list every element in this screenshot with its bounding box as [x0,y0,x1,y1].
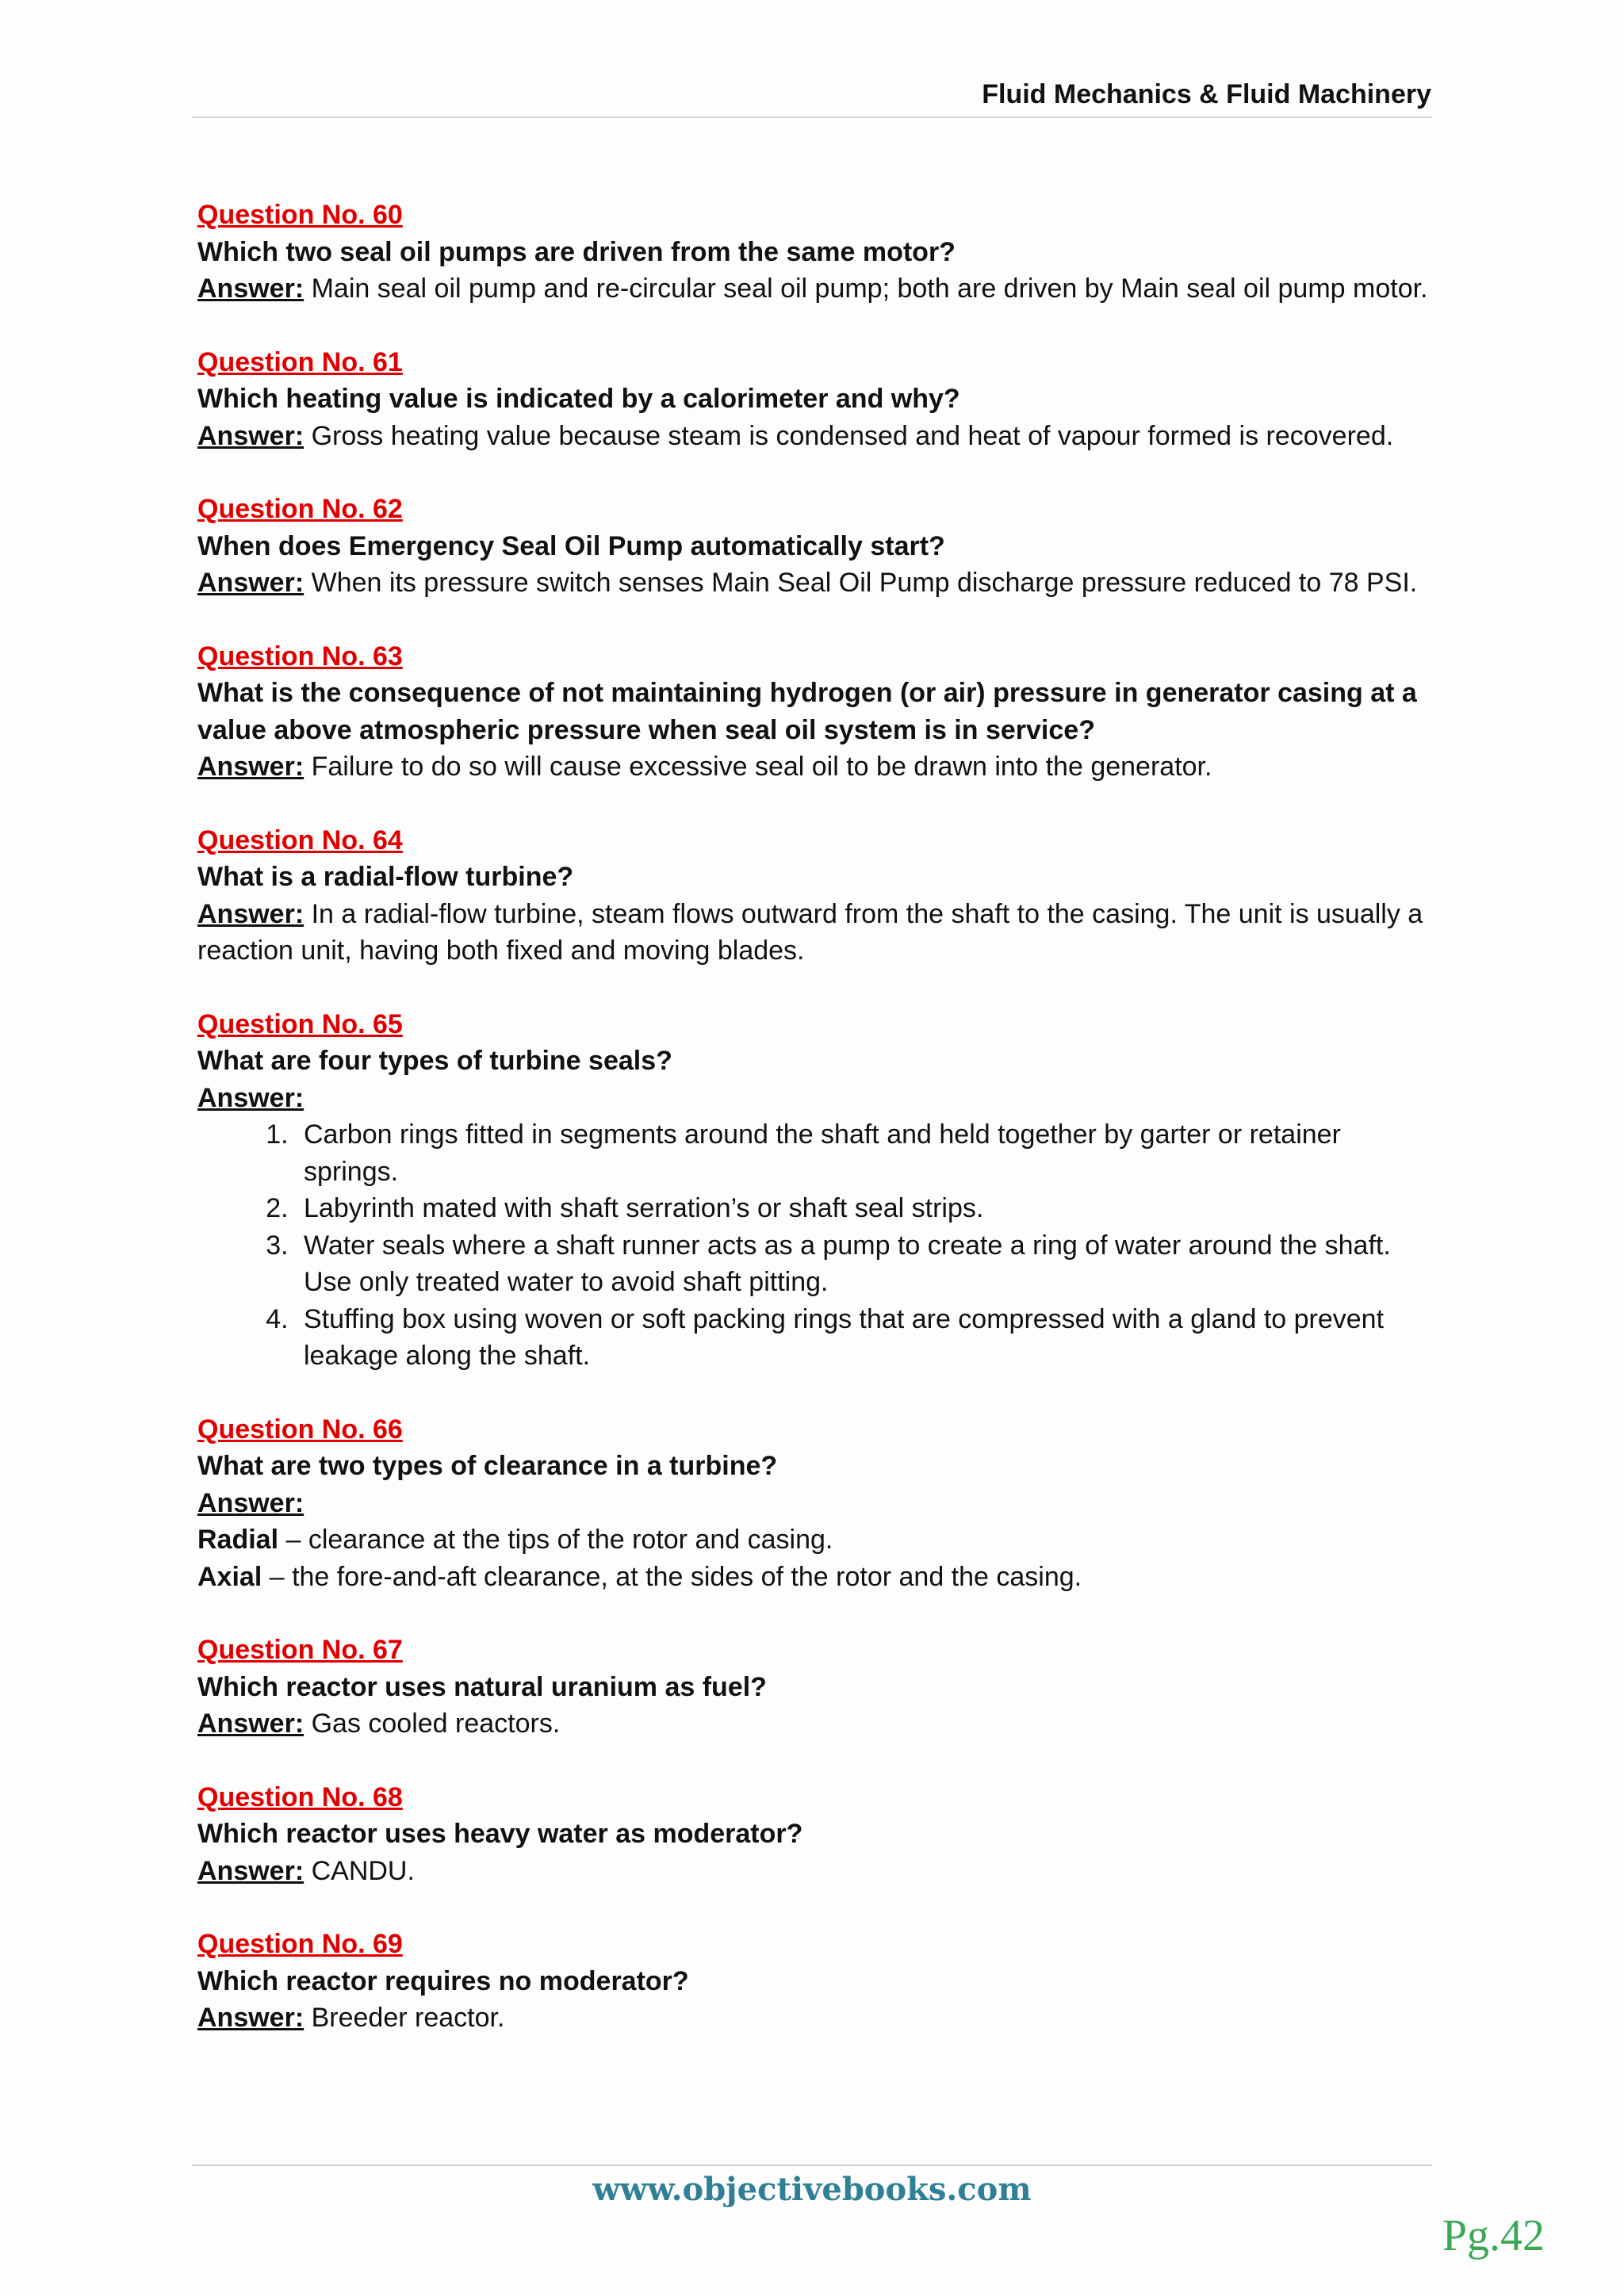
answer [197,1705,1434,1743]
answer-label: Answer: [197,420,304,451]
answer-label: Answer: [197,1082,304,1113]
answer [197,1080,1434,1117]
question-text: Which reactor uses natural uranium as fuel? [197,1671,767,1702]
question-number[interactable]: Question No. 64 [197,825,403,855]
answer [197,1485,1434,1522]
answer [197,748,1434,786]
footer-url-link[interactable]: www.objectivebooks.com [592,2171,1032,2208]
question-text: Which reactor requires no moderator? [197,1965,689,1996]
question-block [197,638,1434,786]
answer-text: When its pressure switch senses Main Seal Oil Pump discharge pressure reduced to 78 PSI. [311,568,1418,598]
answer-term-text: – clearance at the tips of the rotor and casing. [278,1525,833,1555]
answer-text: In a radial-flow turbine, steam flows outward from the shaft to the casing. The unit is usually a reaction unit, having both fixed and moving blades. [197,898,1423,966]
answer-label: Answer: [197,568,304,598]
answer [197,1853,1434,1890]
answer-label: Answer: [197,1487,304,1518]
footer-divider [192,2164,1432,2166]
answer-term: Axial [197,1561,262,1592]
answer-label: Answer: [197,274,304,304]
answer-text: CANDU. [311,1855,415,1886]
question-block [197,344,1434,455]
question-text: What is the consequence of not maintaining hydrogen (or air) pressure in generator casing at a value above atmospheric pressure when seal oil system is in service? [197,678,1417,745]
question-block [197,1779,1434,1890]
question-number[interactable]: Question No. 67 [197,1635,403,1665]
answer-term-line [197,1521,1434,1559]
answer [197,564,1434,602]
question-number[interactable]: Question No. 60 [197,200,403,230]
question-number[interactable]: Question No. 62 [197,494,403,524]
question-block [197,197,1434,308]
question-number[interactable]: Question No. 65 [197,1008,403,1039]
answer-label: Answer: [197,1855,304,1886]
list-item: 3. Water seals where a shaft runner acts as a pump to create a ring of water around the shaft. Use only treated water to avoid shaft pitting. [296,1227,1434,1301]
answer [197,418,1434,455]
question-text: Which reactor uses heavy water as moderator? [197,1819,803,1849]
answer-text: Gas cooled reactors. [311,1709,561,1739]
answer [197,270,1434,308]
question-text: When does Emergency Seal Oil Pump automatically start? [197,530,945,561]
header-divider [192,117,1432,118]
question-text: What are two types of clearance in a turbine? [197,1451,778,1481]
answer-text: Failure to do so will cause excessive seal oil to be drawn into the generator. [311,752,1212,782]
list-item: 2. Labyrinth mated with shaft serration’s or shaft seal strips. [296,1190,1434,1227]
answer-text: Main seal oil pump and re-circular seal oil pump; both are driven by Main seal oil pump motor. [311,274,1428,304]
header-title: Fluid Mechanics & Fluid Machinery [982,79,1431,109]
list-item: 1. Carbon rings fitted in segments around the shaft and held together by garter or retainer springs. [296,1116,1434,1190]
question-number[interactable]: Question No. 61 [197,346,403,377]
answer-list [197,1116,1434,1375]
question-block [197,1926,1434,2037]
question-block [197,1411,1434,1596]
answer-term-text: – the fore-and-aft clearance, at the sides of the rotor and the casing. [262,1561,1082,1592]
question-text: What is a radial-flow turbine? [197,862,574,892]
question-number[interactable]: Question No. 69 [197,1929,403,1959]
question-number[interactable]: Question No. 63 [197,641,403,672]
answer [197,896,1434,970]
question-text: Which two seal oil pumps are driven from the same motor? [197,236,956,267]
answer-label: Answer: [197,1709,304,1739]
answer-label: Answer: [197,752,304,782]
list-item: 4. Stuffing box using woven or soft packing rings that are compressed with a gland to prevent leakage along the shaft. [296,1301,1434,1375]
answer-text: Gross heating value because steam is condensed and heat of vapour formed is recovered. [311,420,1394,451]
question-block [197,1006,1434,1375]
answer-label: Answer: [197,898,304,929]
question-block [197,822,1434,970]
answer-text: Breeder reactor. [311,2003,505,2033]
answer-term: Radial [197,1525,279,1555]
qa-content [197,197,1434,2073]
answer [197,1999,1434,2037]
question-text: What are four types of turbine seals? [197,1046,672,1076]
question-number[interactable]: Question No. 68 [197,1781,403,1812]
question-text: Which heating value is indicated by a calorimeter and why? [197,384,960,414]
answer-label: Answer: [197,2003,304,2033]
answer-term-line [197,1559,1434,1596]
question-block [197,491,1434,602]
question-block [197,1632,1434,1743]
question-number[interactable]: Question No. 66 [197,1414,403,1445]
page-number: Pg.42 [1442,2211,1545,2260]
